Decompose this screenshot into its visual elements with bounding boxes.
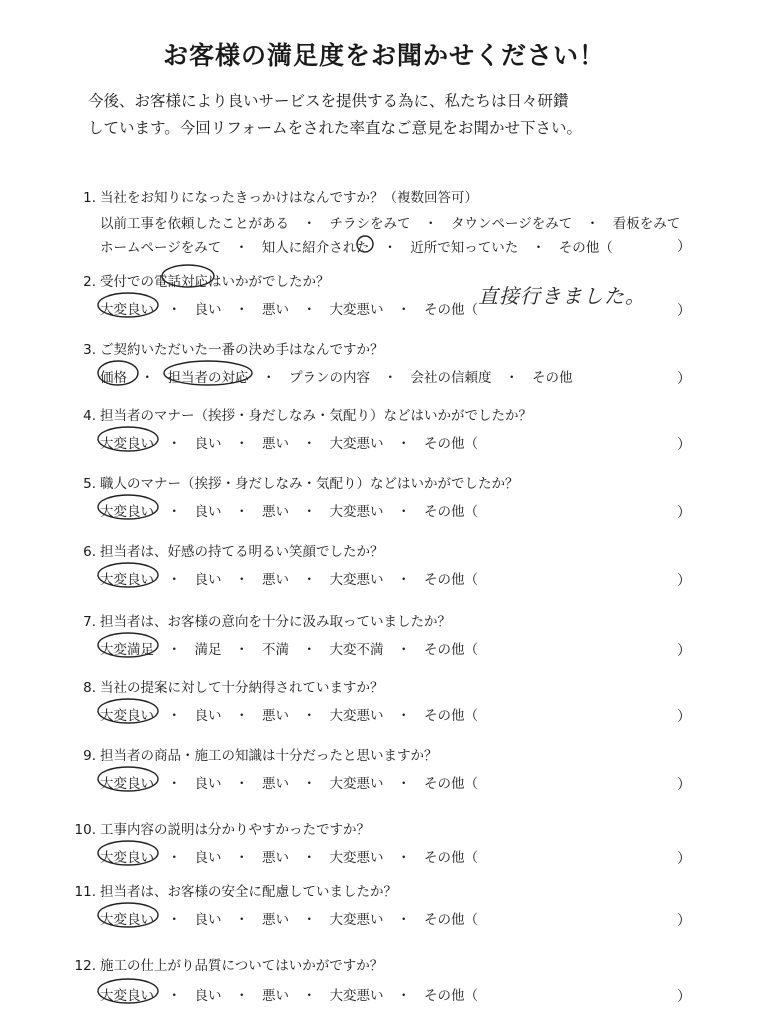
question-5 xyxy=(40,472,740,492)
paren-close: ） xyxy=(677,851,691,867)
question-number: 5. xyxy=(83,476,96,492)
paren-close: ） xyxy=(677,239,691,255)
answer-options: 大変良い ・ 良い ・ 悪い ・ 大変悪い ・ その他（ xyxy=(100,302,478,318)
paren-close: ） xyxy=(677,777,691,793)
question-number: 3. xyxy=(83,342,96,358)
paren-close: ） xyxy=(677,989,691,1005)
answer-options: 大変良い ・ 良い ・ 悪い ・ 大変悪い ・ その他（ xyxy=(100,504,478,520)
question-number: 2. xyxy=(83,274,96,290)
question-1 xyxy=(40,186,740,206)
paren-close: ） xyxy=(677,303,691,319)
question-10 xyxy=(40,818,740,838)
paren-close: ） xyxy=(677,643,691,659)
question-4 xyxy=(40,404,740,424)
question-number: 9. xyxy=(83,748,96,764)
question-6 xyxy=(40,540,740,560)
question-7 xyxy=(40,610,740,630)
question-8 xyxy=(40,676,740,696)
question-number: 7. xyxy=(83,614,96,630)
question-number: 11. xyxy=(74,884,96,900)
answer-options: 大変満足 ・ 満足 ・ 不満 ・ 大変不満 ・ その他（ xyxy=(100,642,478,658)
answer-options: ホームページをみて ・ 知人に紹介された ・ 近所で知っていた ・ その他（ xyxy=(100,240,613,256)
question-number: 6. xyxy=(83,544,96,560)
question-text: 担当者の商品・施工の知識は十分だったと思いますか？ xyxy=(100,748,438,764)
answer-options: 大変良い ・ 良い ・ 悪い ・ 大変悪い ・ その他（ xyxy=(100,988,478,1004)
paren-close: ） xyxy=(677,573,691,589)
question-number: 1. xyxy=(83,190,96,206)
question-11 xyxy=(40,880,740,900)
answer-options: 大変良い ・ 良い ・ 悪い ・ 大変悪い ・ その他（ xyxy=(100,850,478,866)
question-text: 担当者のマナー（挨拶・身だしなみ・気配り）などはいかがでしたか？ xyxy=(100,408,532,424)
answer-options: 大変良い ・ 良い ・ 悪い ・ 大変悪い ・ その他（ xyxy=(100,708,478,724)
paren-close: ） xyxy=(677,913,691,929)
question-text: 当社の提案に対して十分納得されていますか？ xyxy=(100,680,384,696)
question-text: 施工の仕上がり品質についてはいかがですか？ xyxy=(100,958,384,974)
question-9 xyxy=(40,744,740,764)
page-title: お客様の満足度をお聞かせください！ xyxy=(162,41,605,70)
intro-text xyxy=(88,88,728,142)
question-text: ご契約いただいた一番の決め手はなんですか？ xyxy=(100,342,384,358)
answer-options: 大変良い ・ 良い ・ 悪い ・ 大変悪い ・ その他（ xyxy=(100,912,478,928)
handwritten-answer: 直接行きました。 xyxy=(478,284,646,308)
paren-close: ） xyxy=(677,709,691,725)
question-number: 8. xyxy=(83,680,96,696)
question-number: 4. xyxy=(83,408,96,424)
answer-options: 大変良い ・ 良い ・ 悪い ・ 大変悪い ・ その他（ xyxy=(100,436,478,452)
question-number: 10. xyxy=(74,822,96,838)
answer-options: 価格 ・ 担当者の対応 ・ プランの内容 ・ 会社の信頼度 ・ その他 xyxy=(100,370,573,386)
question-12 xyxy=(40,954,740,974)
question-text: 当社をお知りになったきっかけはなんですか？（複数回答可） xyxy=(100,190,478,206)
paren-close: ） xyxy=(677,505,691,521)
question-text: 工事内容の説明は分かりやすかったですか？ xyxy=(100,822,370,838)
paren-close: ） xyxy=(677,437,691,453)
intro-line: 今後、お客様により良いサービスを提供する為に、私たちは日々研鑽 xyxy=(88,92,569,110)
question-text: 受付での電話対応はいかがでしたか？ xyxy=(100,274,330,290)
question-text: 担当者は、お客様の安全に配慮していましたか？ xyxy=(100,884,397,900)
question-number: 12. xyxy=(74,958,96,974)
question-3 xyxy=(40,338,740,358)
answer-options: 大変良い ・ 良い ・ 悪い ・ 大変悪い ・ その他（ xyxy=(100,572,478,588)
question-text: 担当者は、好感の持てる明るい笑顔でしたか？ xyxy=(100,544,384,560)
question-text: 担当者は、お客様の意向を十分に汲み取っていましたか？ xyxy=(100,614,451,630)
question-text: 職人のマナー（挨拶・身だしなみ・気配り）などはいかがでしたか？ xyxy=(100,476,519,492)
answer-options: 大変良い ・ 良い ・ 悪い ・ 大変悪い ・ その他（ xyxy=(100,776,478,792)
intro-line: しています。今回リフォームをされた率直なご意見をお聞かせ下さい。 xyxy=(88,119,582,137)
paren-close: ） xyxy=(677,371,691,387)
answer-options: 以前工事を依頼したことがある ・ チラシをみて ・ タウンページをみて ・ 看板をみて xyxy=(100,216,681,232)
